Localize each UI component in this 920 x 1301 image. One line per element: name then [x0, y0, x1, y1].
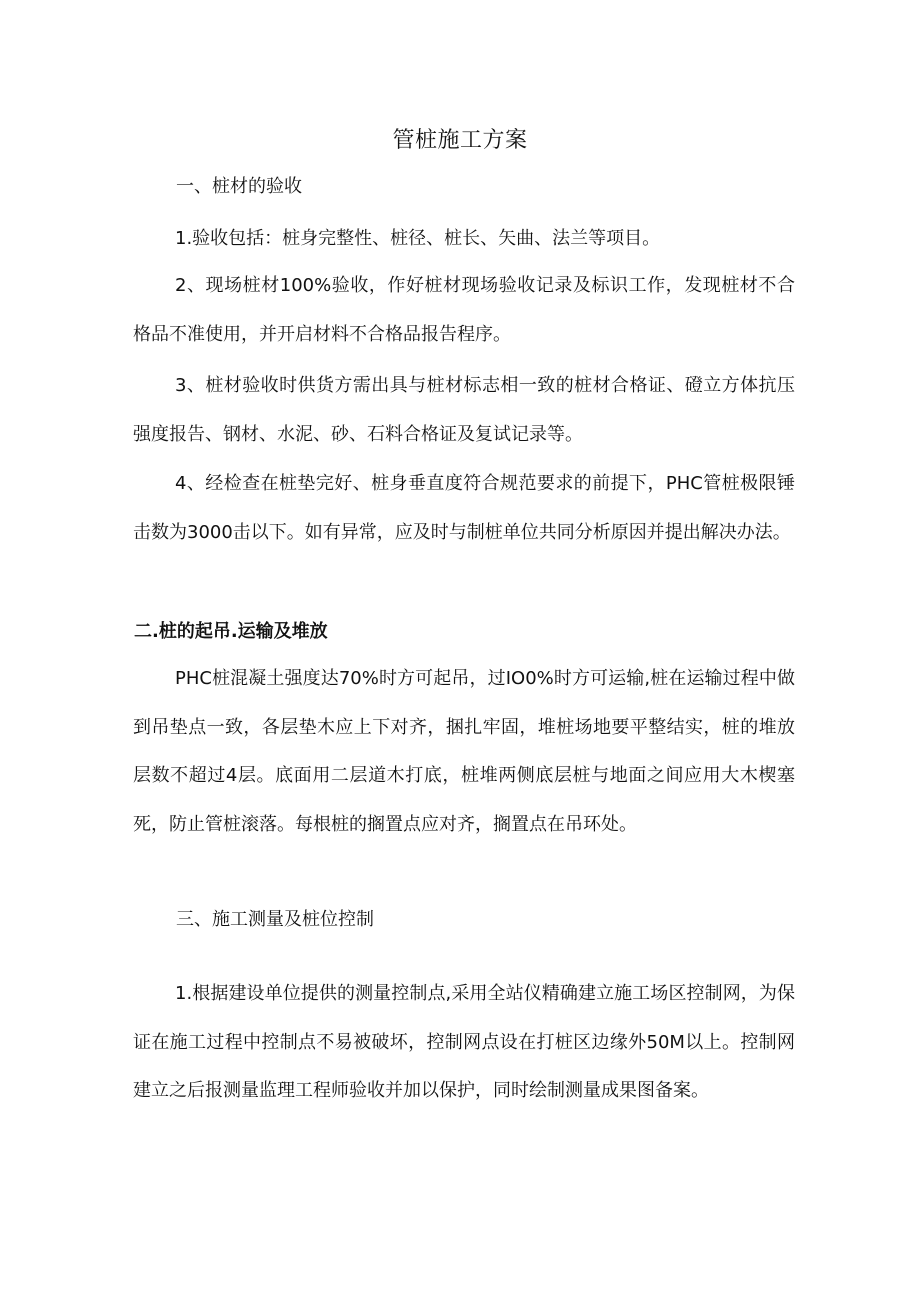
section-heading-3: 三、施工测量及桩位控制	[176, 909, 374, 930]
paragraph-1-4: 4、经检查在桩垫完好、桩身垂直度符合规范要求的前提下，PHC管桩极限锤击数为3000击以下。如有异常，应及时与制桩单位共同分析原因并提出解决办法。	[133, 473, 795, 543]
document-title: 管桩施工方案	[392, 128, 528, 153]
paragraph-2-1: PHC桩混凝土强度达70%时方可起吊，过IO0%时方可运输,桩在运输过程中做到吊垫点一致，各层垫木应上下对齐，捆扎牢固，堆桩场地要平整结实，桩的堆放层数不超过4层。底面用二层道木打底，桩堆两侧底层桩与地面之间应用大木楔塞死，防止管桩滚落。每根桩的搁置点应对齐，搁置点在吊环处。	[133, 668, 795, 835]
paragraph-3-1: 1.根据建设单位提供的测量控制点,采用全站仪精确建立施工场区控制网，为保证在施工过程中控制点不易被破坏，控制网点设在打桩区边缘外50M以上。控制网建立之后报测量监理工程师验收并加以保护，同时绘制测量成果图备案。	[133, 983, 795, 1101]
paragraph-1-1: 1.验收包括：桩身完整性、桩径、桩长、矢曲、法兰等项目。	[175, 228, 661, 249]
section-heading-2: 二.桩的起吊.运输及堆放	[134, 621, 328, 642]
paragraph-1-2: 2、现场桩材100%验收，作好桩材现场验收记录及标识工作，发现桩材不合格品不准使用，并开启材料不合格品报告程序。	[133, 275, 795, 345]
paragraph-1-3: 3、桩材验收时供货方需出具与桩材标志相一致的桩材合格证、磴立方体抗压强度报告、钢材、水泥、砂、石料合格证及复试记录等。	[133, 375, 795, 445]
section-heading-1: 一、桩材的验收	[176, 176, 302, 197]
